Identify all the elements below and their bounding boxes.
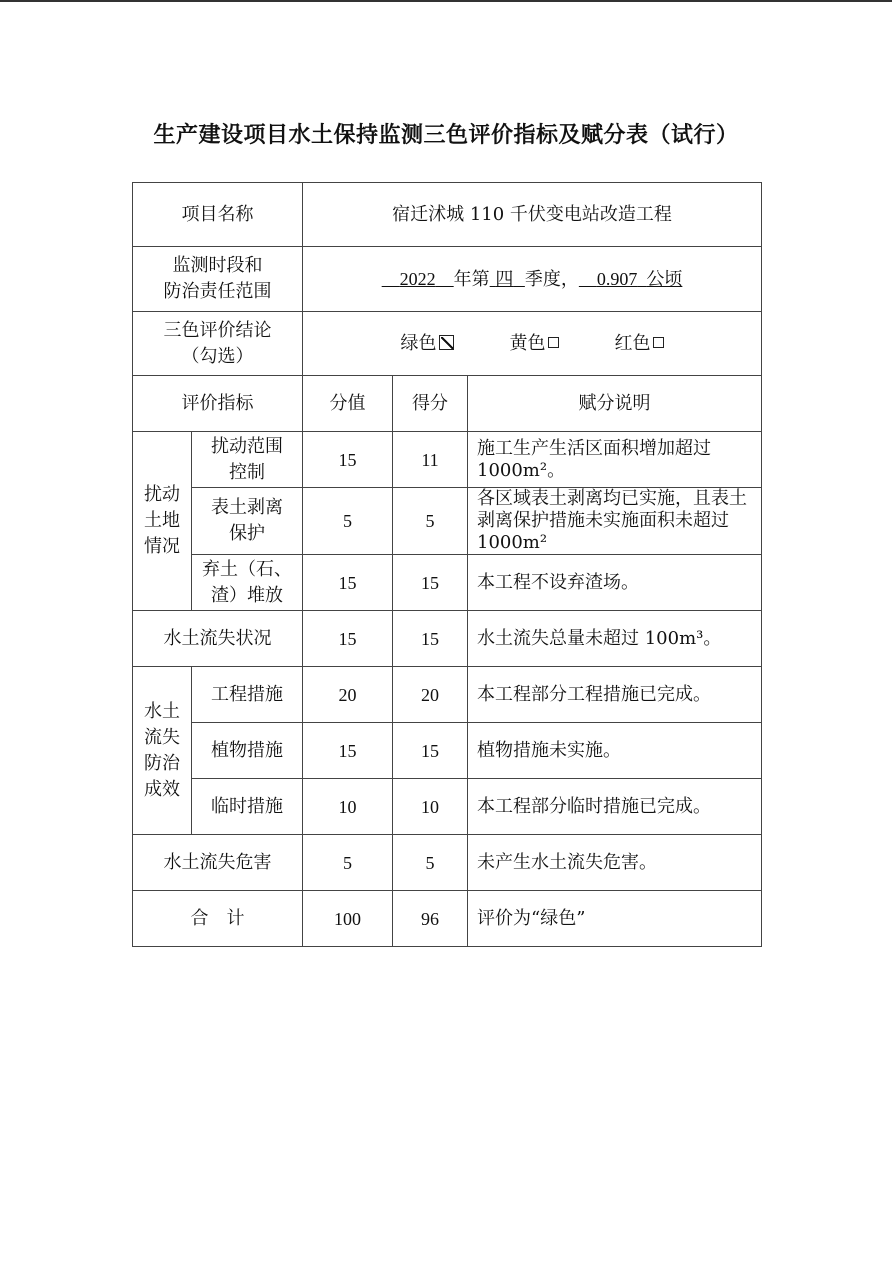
period-label-line2: 防治责任范围 xyxy=(163,281,272,302)
option-yellow[interactable]: 黄色 xyxy=(510,333,559,354)
row-got: 5 xyxy=(393,835,468,891)
checkbox-icon xyxy=(653,337,664,348)
project-name-text: 宿迁沭城 110 千伏变电站改造工程 xyxy=(392,203,672,225)
row-score: 15 xyxy=(303,555,393,611)
area-value: 0.907 公顷 xyxy=(596,268,683,289)
header-note: 赋分说明 xyxy=(468,376,762,432)
row-got: 15 xyxy=(393,723,468,779)
row-score: 15 xyxy=(303,723,393,779)
conclusion-label xyxy=(133,312,303,376)
group-prevention: 水土 流失 防治 成效 xyxy=(133,667,192,835)
total-row xyxy=(133,891,762,947)
period-value xyxy=(303,247,762,312)
row-name: 临时措施 xyxy=(192,779,303,835)
option-green[interactable]: 绿色 xyxy=(401,333,454,354)
table-row xyxy=(133,611,762,667)
checked-box-icon xyxy=(439,335,454,350)
conclusion-label-line2: （勾选） xyxy=(181,345,254,367)
project-row xyxy=(133,183,762,247)
row-note: 本工程不设弃渣场。 xyxy=(468,555,762,611)
row-got: 15 xyxy=(393,555,468,611)
header-indicator: 评价指标 xyxy=(133,376,303,432)
quarter-value: 四 xyxy=(495,268,514,290)
row-note: 植物措施未实施。 xyxy=(468,723,762,779)
row-score: 5 xyxy=(303,488,393,555)
row-score: 10 xyxy=(303,779,393,835)
table-row xyxy=(133,835,762,891)
group-disturbance: 扰动 土地 情况 xyxy=(133,432,192,611)
row-name: 水土流失危害 xyxy=(133,835,303,891)
table-row xyxy=(133,723,762,779)
quarter-suffix: 季度， xyxy=(524,268,579,290)
row-got: 20 xyxy=(393,667,468,723)
page-title: 生产建设项目水土保持监测三色评价指标及赋分表（试行） xyxy=(153,123,739,148)
row-name: 表土剥离 保护 xyxy=(192,488,303,555)
row-note: 本工程部分工程措施已完成。 xyxy=(468,667,762,723)
table-row xyxy=(133,779,762,835)
page-top-border xyxy=(0,0,892,2)
row-got: 11 xyxy=(393,432,468,488)
year-value: 2022 xyxy=(399,268,436,289)
conclusion-options xyxy=(303,312,762,376)
checkbox-icon xyxy=(548,337,559,348)
year-suffix: 年第 xyxy=(453,268,490,290)
evaluation-table xyxy=(132,182,762,947)
conclusion-label-line1: 三色评价结论 xyxy=(163,319,272,341)
row-got: 10 xyxy=(393,779,468,835)
conclusion-row xyxy=(133,312,762,376)
row-name: 工程措施 xyxy=(192,667,303,723)
table-row xyxy=(133,555,762,611)
option-red[interactable]: 红色 xyxy=(615,333,664,354)
row-score: 5 xyxy=(303,835,393,891)
period-row xyxy=(133,247,762,312)
total-note: 评价为“绿色” xyxy=(468,891,762,947)
header-score: 分值 xyxy=(303,376,393,432)
period-label-line1: 监测时段和 xyxy=(172,255,263,276)
row-note: 未产生水土流失危害。 xyxy=(468,835,762,891)
project-label: 项目名称 xyxy=(133,183,303,247)
row-score: 15 xyxy=(303,611,393,667)
row-note: 水土流失总量未超过 100m³。 xyxy=(468,611,762,667)
table-row xyxy=(133,432,762,488)
total-label: 合 计 xyxy=(133,891,303,947)
total-score: 100 xyxy=(303,891,393,947)
row-score: 15 xyxy=(303,432,393,488)
row-got: 15 xyxy=(393,611,468,667)
project-value xyxy=(303,183,762,247)
row-note: 各区域表土剥离均已实施，且表土剥离保护措施未实施面积未超过 1000m² xyxy=(468,488,762,555)
row-note: 本工程部分临时措施已完成。 xyxy=(468,779,762,835)
row-name: 水土流失状况 xyxy=(133,611,303,667)
table-row xyxy=(133,488,762,555)
table-row xyxy=(133,667,762,723)
row-score: 20 xyxy=(303,667,393,723)
row-got: 5 xyxy=(393,488,468,555)
period-label xyxy=(133,247,303,312)
row-name: 弃土（石、 渣）堆放 xyxy=(192,555,303,611)
header-row xyxy=(133,376,762,432)
total-got: 96 xyxy=(393,891,468,947)
row-note: 施工生产生活区面积增加超过 1000m²。 xyxy=(468,432,762,488)
row-name: 扰动范围 控制 xyxy=(192,432,303,488)
row-name: 植物措施 xyxy=(192,723,303,779)
header-got: 得分 xyxy=(393,376,468,432)
